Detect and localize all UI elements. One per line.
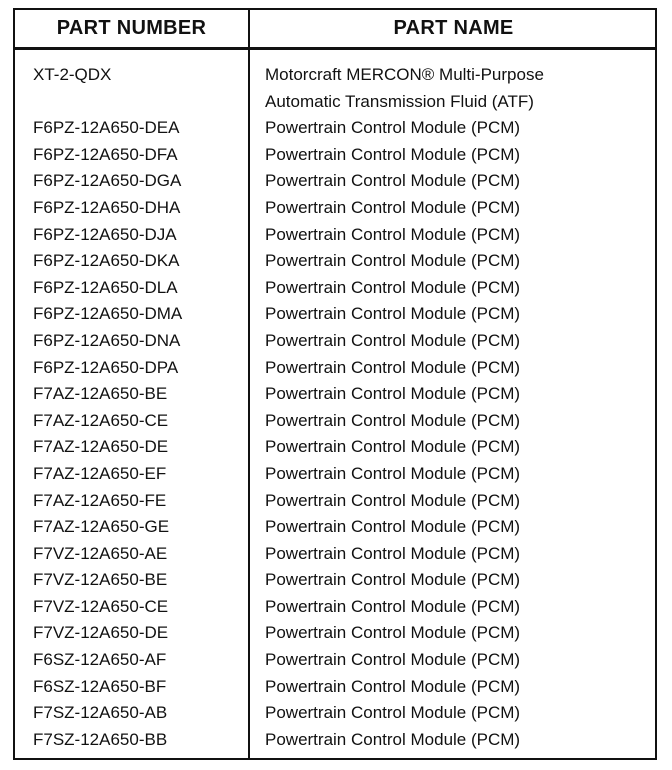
- part-name-cell: Powertrain Control Module (PCM): [265, 517, 521, 537]
- part-name-cell: Powertrain Control Module (PCM): [265, 171, 521, 191]
- part-name-cell: Powertrain Control Module (PCM): [265, 384, 521, 404]
- part-name-cell: Powertrain Control Module (PCM): [265, 463, 521, 483]
- part-number-cell: F7AZ-12A650-DE: [33, 437, 169, 457]
- part-name-cell: Powertrain Control Module (PCM): [265, 197, 521, 217]
- part-number-cell: F7SZ-12A650-AB: [33, 703, 168, 723]
- part-number-cell: F7AZ-12A650-GE: [33, 517, 170, 537]
- part-name-cell: Powertrain Control Module (PCM): [265, 144, 521, 164]
- table-row: [15, 434, 655, 461]
- part-name-cell: Powertrain Control Module (PCM): [265, 410, 521, 430]
- part-number-cell: F6PZ-12A650-DMA: [33, 304, 183, 324]
- table-row: [15, 541, 655, 568]
- part-name-cell: Powertrain Control Module (PCM): [265, 224, 521, 244]
- header-part-number: PART NUMBER: [56, 17, 207, 39]
- part-name-cell: Powertrain Control Module (PCM): [265, 330, 521, 350]
- part-number-cell: F6PZ-12A650-DHA: [33, 197, 181, 217]
- part-number-cell: F7SZ-12A650-BB: [33, 729, 168, 749]
- part-number-cell: F6PZ-12A650-DNA: [33, 330, 181, 350]
- part-number-cell: F7AZ-12A650-EF: [33, 463, 167, 483]
- table-row: [15, 142, 655, 169]
- part-number-cell: XT-2-QDX: [33, 65, 112, 84]
- table-row: [15, 222, 655, 249]
- part-name-cell: Powertrain Control Module (PCM): [265, 543, 521, 563]
- part-number-cell: F6PZ-12A650-DEA: [33, 118, 180, 138]
- part-number-cell: F6PZ-12A650-DPA: [33, 357, 179, 377]
- part-name-cell: Powertrain Control Module (PCM): [265, 357, 521, 377]
- table-row: [15, 594, 655, 621]
- parts-table: [13, 8, 657, 760]
- part-number-cell: F7VZ-12A650-DE: [33, 623, 169, 643]
- table-row: [15, 727, 655, 754]
- table-row: [15, 115, 655, 142]
- part-name-cell: Powertrain Control Module (PCM): [265, 304, 521, 324]
- table-row: [15, 195, 655, 222]
- part-number-cell: F7AZ-12A650-CE: [33, 410, 169, 430]
- table-row: [15, 461, 655, 488]
- table-row: [15, 567, 655, 594]
- table-row: [15, 488, 655, 515]
- table-row: [15, 647, 655, 674]
- part-number-cell: F6PZ-12A650-DGA: [33, 171, 182, 191]
- part-name-cell: Powertrain Control Module (PCM): [265, 596, 521, 616]
- table-row: [15, 168, 655, 195]
- table-row: [15, 381, 655, 408]
- part-number-cell: F7VZ-12A650-AE: [33, 543, 168, 563]
- part-number-cell: F6PZ-12A650-DJA: [33, 224, 177, 244]
- part-number-cell: F6SZ-12A650-AF: [33, 650, 167, 670]
- part-name-cell: Powertrain Control Module (PCM): [265, 277, 521, 297]
- part-name-cell: Powertrain Control Module (PCM): [265, 703, 521, 723]
- table-body: [15, 50, 655, 753]
- part-number-cell: F7VZ-12A650-CE: [33, 596, 169, 616]
- part-name-cell: Powertrain Control Module (PCM): [265, 570, 521, 590]
- part-name-line: Motorcraft MERCON® Multi-Purpose: [265, 65, 544, 84]
- part-number-cell: F7AZ-12A650-FE: [33, 490, 167, 510]
- part-number-cell: F6SZ-12A650-BF: [33, 676, 167, 696]
- table-row: [15, 301, 655, 328]
- table-row: [15, 700, 655, 727]
- table-row: [15, 275, 655, 302]
- table-row: [15, 408, 655, 435]
- part-number-cell: F7AZ-12A650-BE: [33, 384, 168, 404]
- part-name-cell: [248, 62, 544, 115]
- part-name-cell: Powertrain Control Module (PCM): [265, 729, 521, 749]
- part-name-cell: Powertrain Control Module (PCM): [265, 118, 521, 138]
- part-name-cell: Powertrain Control Module (PCM): [265, 623, 521, 643]
- table-header: [15, 10, 655, 50]
- part-name-line: Automatic Transmission Fluid (ATF): [265, 91, 534, 111]
- table-row: [15, 620, 655, 647]
- table-row: [15, 514, 655, 541]
- table-row: [15, 248, 655, 275]
- table-row: [15, 328, 655, 355]
- table-row: [15, 674, 655, 701]
- part-name-cell: Powertrain Control Module (PCM): [265, 490, 521, 510]
- part-number-cell: F7VZ-12A650-BE: [33, 570, 168, 590]
- header-part-name: PART NAME: [393, 17, 514, 39]
- part-number-cell: F6PZ-12A650-DKA: [33, 251, 180, 271]
- part-number-cell: F6PZ-12A650-DFA: [33, 144, 178, 164]
- part-name-cell: Powertrain Control Module (PCM): [265, 437, 521, 457]
- part-name-cell: Powertrain Control Module (PCM): [265, 676, 521, 696]
- table-row: [15, 355, 655, 382]
- part-name-cell: Powertrain Control Module (PCM): [265, 650, 521, 670]
- part-number-cell: F6PZ-12A650-DLA: [33, 277, 178, 297]
- part-name-cell: Powertrain Control Module (PCM): [265, 251, 521, 271]
- table-row: [15, 50, 655, 115]
